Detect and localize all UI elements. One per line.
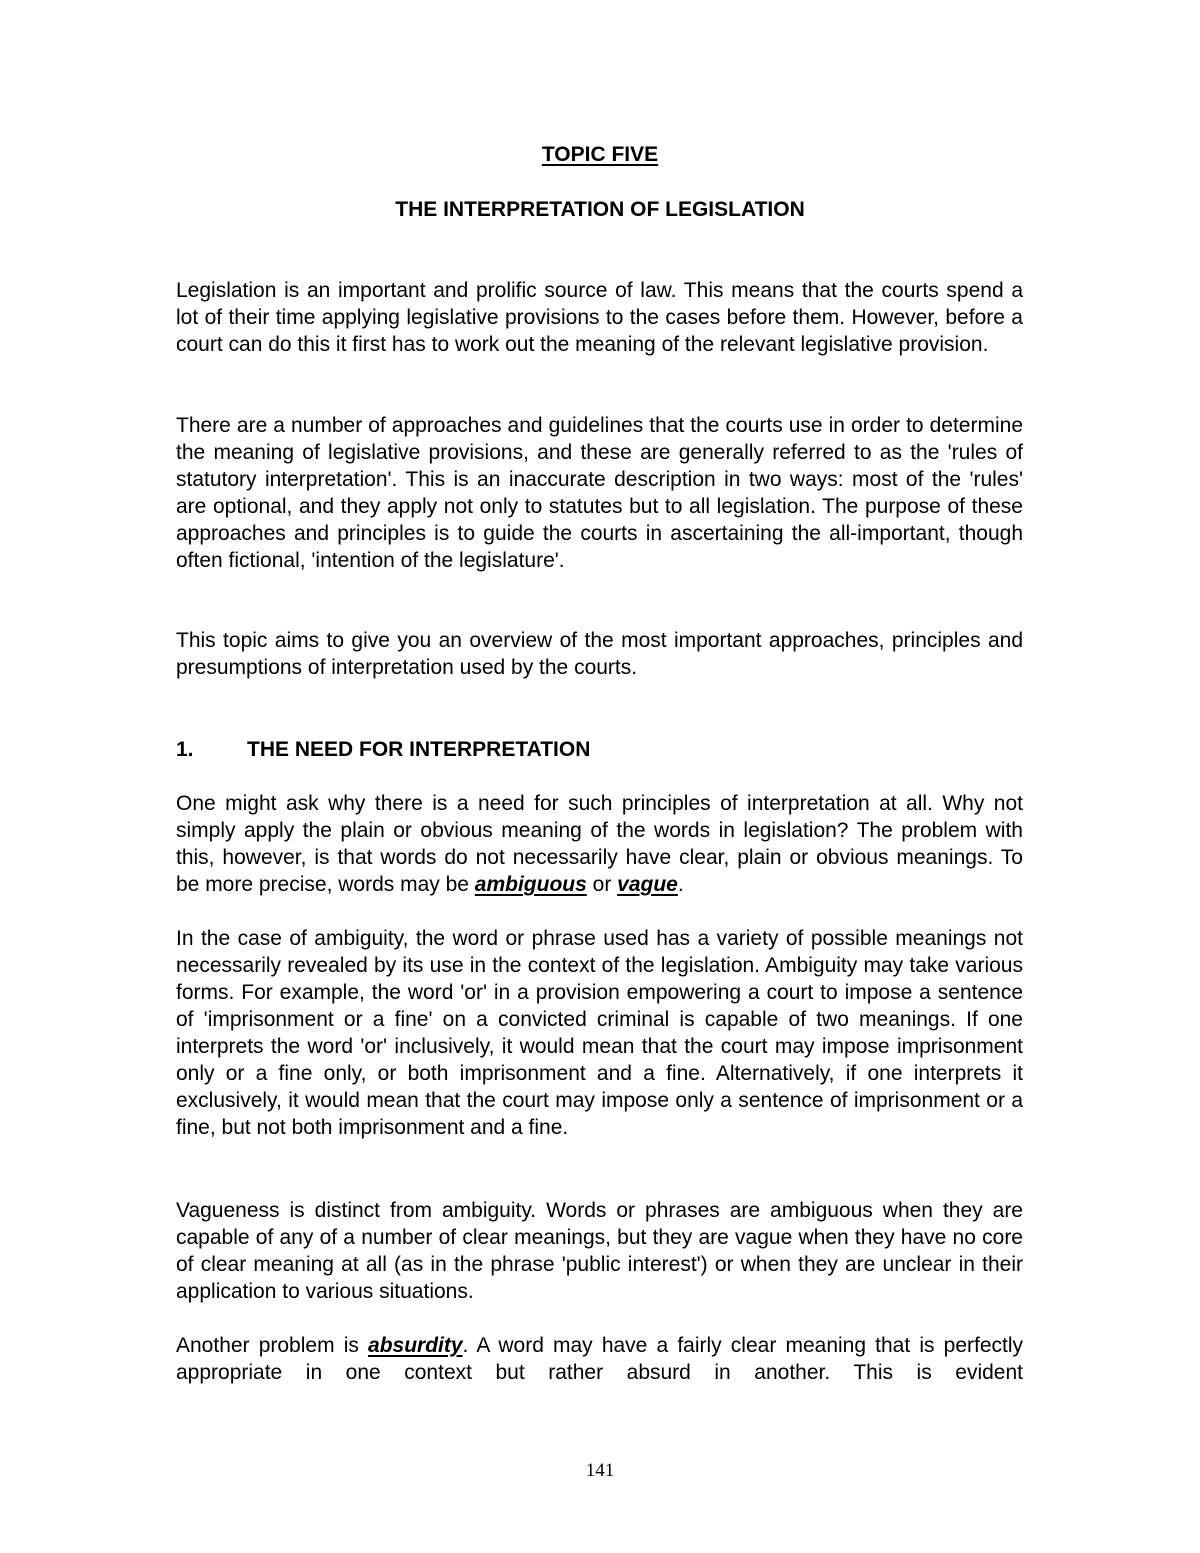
paragraph-text: One might ask why there is a need for such principles of interpretation at all. Why not simply apply the plain or obvious meaning of the words in legislation? The problem with this, however, is that words do not necessarily have clear, plain or obvious meanings. To be more precise, words may be — [176, 792, 1023, 896]
term-absurdity: absurdity — [368, 1334, 463, 1357]
paragraph-text: Another problem is — [176, 1334, 369, 1357]
paragraph-text: or — [586, 873, 618, 896]
term-ambiguous: ambiguous — [474, 873, 587, 896]
term-vague: vague — [617, 873, 678, 896]
section-number: 1. — [176, 738, 194, 761]
page-number: 141 — [585, 1460, 615, 1481]
section-title: THE NEED FOR INTERPRETATION — [247, 738, 591, 761]
section-paragraph-3: Vagueness is distinct from ambiguity. Words or phrases are ambiguous when they are capable of any of a number of clear meanings, but they are vague when they have no core of clear meaning at all (as in the phrase 'public interest') or when they are unclear in their application to various situations. — [176, 1199, 1023, 1303]
topic-label: TOPIC FIVE — [541, 143, 659, 166]
paragraph-text: . — [677, 873, 684, 896]
section-heading — [176, 738, 590, 762]
intro-paragraph-3: This topic aims to give you an overview of the most important approaches, principles and presumptions of interpretation used by the courts. — [176, 629, 1023, 679]
section-paragraph-4 — [176, 1332, 1023, 1386]
intro-paragraph-1: Legislation is an important and prolific source of law. This means that the courts spend a lot of their time applying legislative provisions to the cases before them. However, before a court can do this it first has to work out the meaning of the relevant legislative provision. — [176, 279, 1023, 356]
section-paragraph-1 — [176, 790, 1023, 898]
intro-paragraph-2: There are a number of approaches and guidelines that the courts use in order to determine the meaning of legislative provisions, and these are generally referred to as the 'rules of statutory interpretation'. This is an inaccurate description in two ways: most of the 'rules' are optional, and they apply not only to statutes but to all legislation. The purpose of these approaches and principles is to guide the courts in ascertaining the all-important, though often fictional, 'intention of the legislature'. — [176, 414, 1023, 572]
page-title: THE INTERPRETATION OF LEGISLATION — [395, 198, 805, 221]
section-paragraph-2: In the case of ambiguity, the word or phrase used has a variety of possible meanings not necessarily revealed by its use in the context of the legislation. Ambiguity may take various forms. For example, the word 'or' in a provision empowering a court to impose a sentence of 'imprisonment or a fine' on a convicted criminal is capable of two meanings. If one interprets the word 'or' inclusively, it would mean that the court may impose imprisonment only or a fine only, or both imprisonment and a fine. Alternatively, if one interprets it exclusively, it would mean that the court may impose only a sentence of imprisonment or a fine, but not both imprisonment and a fine. — [176, 927, 1023, 1139]
paragraph-text: . A word may have a fairly clear meaning that is perfectly appropriate in one context but rather absurd in another. This is evident — [176, 1334, 1024, 1384]
